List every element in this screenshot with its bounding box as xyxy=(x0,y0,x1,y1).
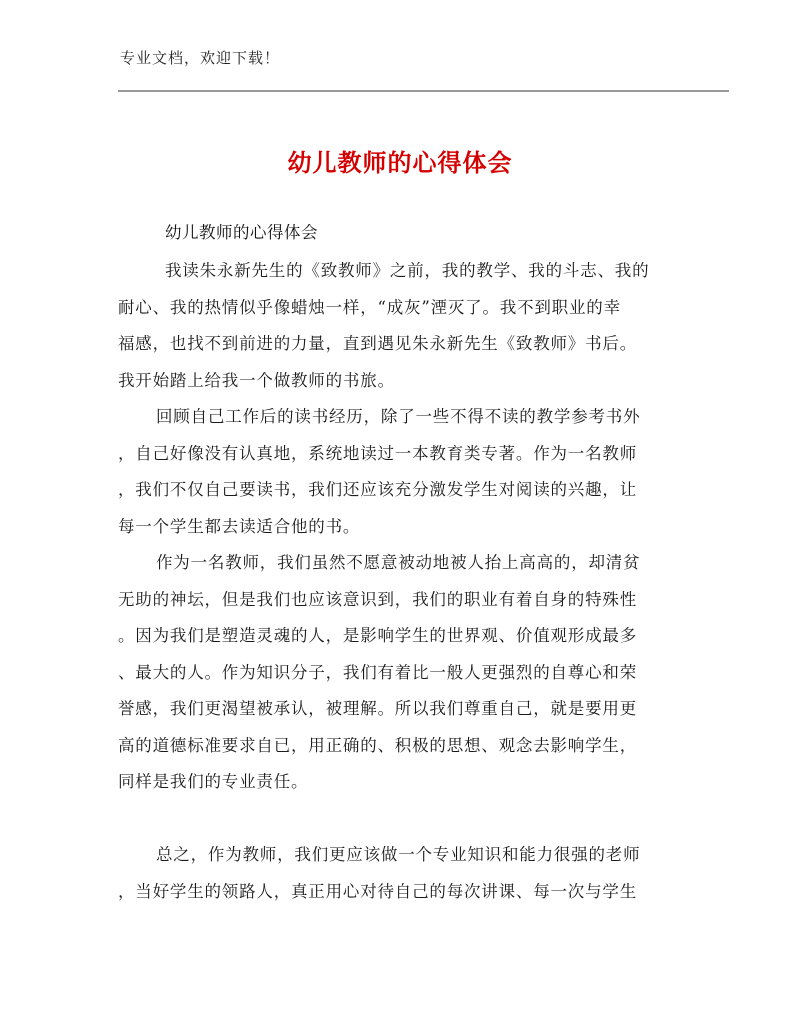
text-line: 我读朱永新先生的《致教师》之前，我的教学、我的斗志、我的 xyxy=(165,261,650,280)
text-line: ，当好学生的领路人，真正用心对待自己的每次讲课、每一次与学生 xyxy=(118,881,637,901)
paragraph-2 xyxy=(118,399,684,545)
text-line: 回顾自己工作后的读书经历，除了一些不得不读的教学参考书外 xyxy=(156,407,641,426)
header-note: 专业文档，欢迎下载！ xyxy=(120,49,281,67)
text-line: 高的道德标准要求自已，用正确的、积极的思想、观念去影响学生， xyxy=(118,735,637,755)
text-line: 耐心、我的热情似乎像蜡烛一样，“成灰”湮灭了。我不到职业的幸 xyxy=(118,297,621,317)
text-line: 福感，也找不到前进的力量，直到遇见朱永新先生《致教师》书后。 xyxy=(118,334,637,353)
text-line: 每一个学生都去读适合他的书。 xyxy=(118,516,361,536)
paragraph-3 xyxy=(118,545,684,801)
text-line: ，自己好像没有认真地，系统地读过一本教育类专著。作为一名教师 xyxy=(118,443,637,463)
paragraph-1 xyxy=(118,253,684,399)
text-line: 无助的神坛，但是我们也应该意识到，我们的职业有着自身的特殊性 xyxy=(118,589,637,609)
document-subtitle: 幼儿教师的心得体会 xyxy=(165,223,318,242)
text-line: 我开始踏上给我一个做教师的书旅。 xyxy=(118,370,395,390)
text-line: 。因为我们是塑造灵魂的人，是影响学生的世界观、价值观形成最多 xyxy=(118,626,637,645)
header-divider xyxy=(118,90,729,92)
text-line: 作为一名教师，我们虽然不愿意被动地被人抬上高高的，却清贫 xyxy=(156,553,641,572)
document-title: 幼儿教师的心得体会 xyxy=(287,149,513,177)
text-line: 、最大的人。作为知识分子，我们有着比一般人更强烈的自尊心和荣 xyxy=(118,662,637,682)
text-line: ，我们不仅自己要读书，我们还应该充分激发学生对阅读的兴趣，让 xyxy=(118,480,637,499)
paragraph-4 xyxy=(118,837,684,910)
text-line: 同样是我们的专业责任。 xyxy=(118,772,309,791)
text-line: 誉感，我们更渴望被承认，被理解。所以我们尊重自己，就是要用更 xyxy=(118,699,637,718)
text-line: 总之，作为教师，我们更应该做一个专业知识和能力很强的老师 xyxy=(156,845,641,864)
